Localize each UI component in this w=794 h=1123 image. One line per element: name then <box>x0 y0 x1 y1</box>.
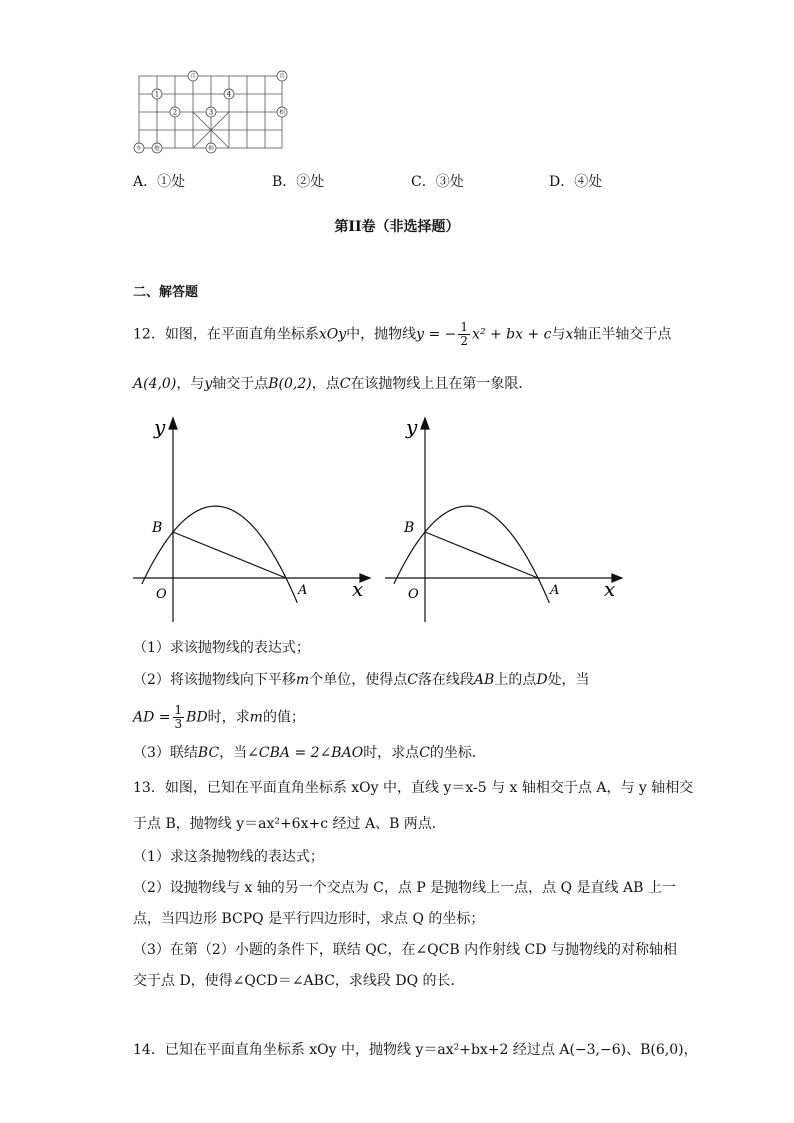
svg-text:B: B <box>152 520 163 536</box>
svg-text:B: B <box>404 520 415 536</box>
piece-bottom-left-1 <box>134 143 144 153</box>
svg-text:A: A <box>550 583 560 598</box>
svg-text:帅: 帅 <box>208 146 214 152</box>
section-title: 第II卷（非选择题） <box>334 219 460 235</box>
svg-text:O: O <box>408 587 419 602</box>
marker-1 <box>152 89 162 99</box>
marker-4 <box>224 89 234 99</box>
svg-text:车: 车 <box>136 146 142 152</box>
svg-text:x: x <box>352 577 364 601</box>
svg-text:相: 相 <box>279 110 285 116</box>
svg-text:O: O <box>156 587 167 602</box>
piece-bottom-left-2 <box>152 143 162 153</box>
q13-sub2-line2: 点，当四边形 BCPQ 是平行四边形时，求点 Q 的坐标； <box>133 911 485 927</box>
q13-sub3-line1: （3）在第（2）小题的条件下，联结 QC，在∠QCB 内作射线 CD 与抛物线的对称轴相 <box>133 942 677 958</box>
svg-text:1: 1 <box>154 90 160 99</box>
svg-text:y: y <box>406 415 418 439</box>
piece-top-right <box>277 71 287 81</box>
svg-text:炮: 炮 <box>154 146 160 152</box>
svg-text:4: 4 <box>226 90 232 99</box>
piece-bottom-mid <box>206 143 216 153</box>
option-b: B．②处 <box>272 174 325 190</box>
q12-sub1: （1）求该抛物线的表达式； <box>133 640 310 656</box>
svg-text:x: x <box>604 577 616 601</box>
piece-top-left <box>188 71 198 81</box>
chessboard-figure <box>133 70 293 158</box>
q12-sub2-line1: （2）将该抛物线向下平移m个单位，使得点C落在线段AB上的点D处，当 <box>133 672 590 688</box>
q13-sub3-line2: 交于点 D，使得∠QCD＝∠ABC，求线段 DQ 的长． <box>133 973 465 989</box>
option-a: A．①处 <box>133 174 186 190</box>
q13-sub2-line1: （2）设抛物线与 x 轴的另一个交点为 C，点 P 是抛物线上一点，点 Q 是直线 AB 上一 <box>133 880 676 896</box>
q14-line1: 14．已知在平面直角坐标系 xOy 中，抛物线 y＝ax²+bx+2 经过点 A(−3,−6)、B(6,0)， <box>133 1042 698 1058</box>
svg-text:兵: 兵 <box>190 74 196 80</box>
graph-right <box>380 412 630 627</box>
marker-2 <box>170 107 180 117</box>
option-c: C．③处 <box>411 174 464 190</box>
piece-mid-right <box>277 107 287 117</box>
svg-text:兵: 兵 <box>279 74 285 80</box>
marker-3 <box>206 107 216 117</box>
svg-text:y: y <box>154 415 166 439</box>
q13-line1: 13．如图，已知在平面直角坐标系 xOy 中，直线 y＝x-5 与 x 轴相交于点 A，与 y 轴相交 <box>133 780 694 796</box>
q12-line2: A(4,0)，与y轴交于点B(0,2)，点C在该抛物线上且在第一象限． <box>133 376 533 392</box>
q12-sub3: （3）联结BC，当∠CBA = 2∠BAO时，求点C的坐标． <box>133 745 486 761</box>
q13-line2: 于点 B，抛物线 y＝ax²+6x+c 经过 A、B 两点． <box>133 816 446 832</box>
part-title: 二、解答题 <box>133 285 199 300</box>
graph-left <box>128 412 378 627</box>
option-d: D．④处 <box>549 174 603 190</box>
q12-sub2-line2: AD = $\frac{1}{3}$ BD时，求m的值； <box>133 703 305 731</box>
q13-sub1: （1）求这条抛物线的表达式； <box>133 849 324 865</box>
svg-text:2: 2 <box>172 108 178 117</box>
q12-line1: 12．如图，在平面直角坐标系xOy中，抛物线y = − $\frac{1}{2}$ x² + bx + c与x轴正半轴交于点 <box>133 320 672 348</box>
svg-text:A: A <box>298 583 308 598</box>
svg-text:3: 3 <box>208 108 214 117</box>
